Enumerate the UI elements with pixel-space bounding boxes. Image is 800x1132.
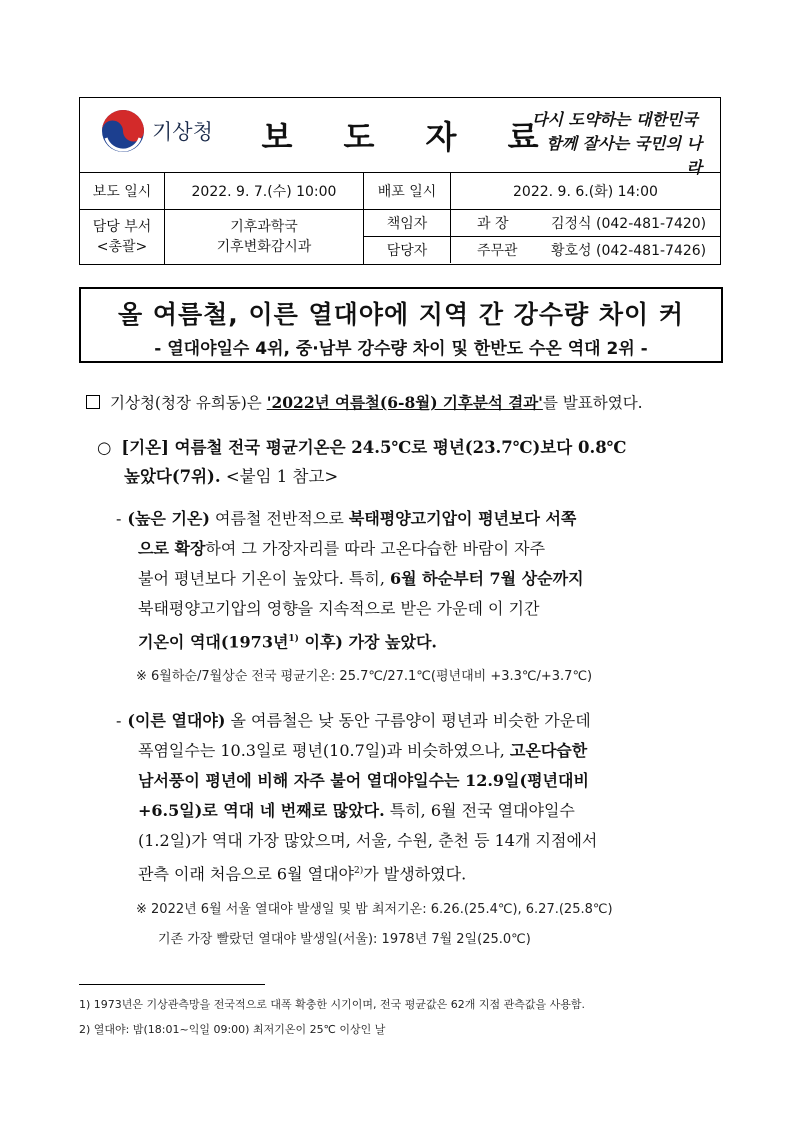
lead-text-pre: 기상청(청장 유희동)은 bbox=[110, 394, 267, 412]
night-heading: (이른 열대야) bbox=[127, 711, 226, 730]
night-line-1: - (이른 열대야) 올 여름철은 낮 동안 구름양이 평년과 비슷한 가운데 bbox=[116, 711, 591, 730]
high-line-1: - (높은 기온) 여름철 전반적으로 북태평양고기압이 평년보다 서쪽 bbox=[116, 509, 577, 528]
responsible-row bbox=[364, 210, 720, 237]
night-line-4-text: 특히, 6월 전국 열대야일수 bbox=[384, 801, 575, 820]
footnote-ref-1: 1) bbox=[288, 634, 299, 644]
high-line-4: 북태평양고기압의 영향을 지속적으로 받은 가운데 이 기간 bbox=[138, 599, 540, 618]
report-date-label: 보도 일시 bbox=[80, 173, 165, 209]
footnote-ref-2: 2) bbox=[354, 866, 364, 876]
contact-row bbox=[80, 210, 720, 264]
night-line-6-text-end: 가 발생하였다. bbox=[363, 864, 467, 884]
department-line-2: 기후변화감시과 bbox=[216, 239, 312, 255]
staff-title: 주무관 bbox=[477, 243, 518, 259]
temperature-line-1-text: [기온] 여름철 전국 평균기온은 24.5℃로 평년(23.7℃)보다 0.8℃ bbox=[121, 438, 627, 457]
night-line-4-emphasis: +6.5일)로 역대 네 번째로 많았다. bbox=[138, 801, 385, 820]
department-label bbox=[80, 210, 165, 264]
high-temperature-note: ※ 6월하순/7월상순 전국 평균기온: 25.7℃/27.1℃(평년대비 +3.3℃/+3.7℃) bbox=[136, 669, 593, 684]
tropical-night-note-2: 기존 가장 빨랐던 열대야 발생일(서울): 1978년 7월 2일(25.0℃) bbox=[158, 932, 531, 947]
high-line-3-text: 불어 평년보다 기온이 높았다. 특히, bbox=[138, 569, 390, 588]
high-line-2 bbox=[116, 534, 736, 564]
high-temperature-paragraph bbox=[116, 504, 736, 657]
slogan-line-2: 함께 잘사는 국민의 나라 bbox=[546, 134, 702, 177]
high-line-3-emphasis: 6월 하순부터 7월 상순까지 bbox=[390, 569, 584, 588]
lead-paragraph bbox=[86, 388, 643, 418]
night-line-4 bbox=[116, 796, 736, 826]
department-label-line-2: <총괄> bbox=[96, 239, 148, 255]
night-line-3: 남서풍이 평년에 비해 자주 불어 열대야일수는 12.9일(평년대비 bbox=[138, 771, 589, 790]
high-line-3 bbox=[116, 564, 736, 594]
footnote-divider bbox=[79, 984, 265, 985]
department bbox=[165, 210, 364, 264]
tropical-night-paragraph bbox=[116, 706, 736, 889]
responsible-name: 김정식 (042-481-7420) bbox=[551, 216, 707, 232]
night-line-5: (1.2일)가 역대 가장 많았으며, 서울, 수원, 춘천 등 14개 지점에서 bbox=[138, 831, 598, 850]
report-date: 2022. 9. 7.(수) 10:00 bbox=[165, 173, 364, 209]
high-line-1-emphasis: 북태평양고기압이 평년보다 서쪽 bbox=[348, 509, 577, 528]
footnote-1: 1) 1973년은 기상관측망을 전국적으로 대폭 확충한 시기이며, 전국 평균값은 62개 지점 관측값을 사용함. bbox=[79, 998, 586, 1011]
high-line-5-text-end: 이후) 가장 높았다. bbox=[298, 632, 437, 652]
night-line-1-text: 올 여름철은 낮 동안 구름양이 평년과 비슷한 가운데 bbox=[225, 711, 591, 730]
footnote-2: 2) 열대야: 밤(18:01~익일 09:00) 최저기온이 25℃ 이상인 날 bbox=[79, 1023, 386, 1036]
high-line-2-emphasis: 으로 확장 bbox=[138, 539, 206, 558]
responsible-title: 과 장 bbox=[477, 216, 509, 232]
square-bullet-icon bbox=[86, 395, 100, 409]
slogan-line-1: 다시 도약하는 대한민국 bbox=[532, 110, 698, 129]
high-heading: (높은 기온) bbox=[127, 509, 210, 528]
circle-bullet-icon: ○ bbox=[97, 438, 112, 457]
temperature-line-2-text: 높았다(7위). bbox=[124, 467, 221, 486]
night-line-2 bbox=[116, 736, 736, 766]
headline-box bbox=[79, 287, 723, 363]
logo-text: 기상청 bbox=[152, 120, 213, 144]
lead-emphasis: '2022년 여름철(6-8월) 기후분석 결과' bbox=[266, 393, 543, 412]
release-date-label: 배포 일시 bbox=[364, 173, 451, 209]
release-date: 2022. 9. 6.(화) 14:00 bbox=[513, 184, 658, 200]
contacts bbox=[364, 210, 720, 264]
high-line-5 bbox=[116, 624, 736, 657]
headline-title: 올 여름철, 이른 열대야에 지역 간 강수량 차이 커 bbox=[118, 300, 684, 329]
responsible-label: 책임자 bbox=[364, 210, 451, 236]
attachment-reference: <붙임 1 참고> bbox=[220, 467, 339, 486]
tropical-night-note-1: ※ 2022년 6월 서울 열대야 발생일 및 밤 최저기온: 6.26.(25.4℃), 6.27.(25.8℃) bbox=[136, 902, 613, 917]
staff-name: 황호성 (042-481-7426) bbox=[551, 243, 707, 259]
night-line-6-text: 관측 이래 처음으로 6월 열대야 bbox=[138, 864, 354, 884]
temperature-line-2 bbox=[97, 462, 737, 491]
high-line-2-text: 하여 그 가장자리를 따라 고온다습한 바람이 자주 bbox=[205, 539, 546, 558]
lead-text-post: 를 발표하였다. bbox=[542, 394, 643, 412]
header-banner bbox=[80, 98, 720, 177]
staff-label: 담당자 bbox=[364, 237, 451, 263]
high-line-1-text: 여름철 전반적으로 bbox=[209, 509, 349, 528]
department-line-1: 기후과학국 bbox=[230, 219, 298, 235]
night-line-6 bbox=[116, 856, 736, 889]
headline-subtitle: - 열대야일수 4위, 중·남부 강수량 차이 및 한반도 수온 역대 2위 - bbox=[154, 339, 648, 359]
staff-row bbox=[364, 237, 720, 263]
night-line-2-emphasis: 고온다습한 bbox=[509, 741, 588, 760]
high-line-5-text: 기온이 역대(1973년 bbox=[138, 632, 289, 652]
night-line-2-text: 폭염일수는 10.3일로 평년(10.7일)과 비슷하였으나, bbox=[138, 741, 510, 760]
government-slogan bbox=[532, 108, 702, 180]
temperature-line-1 bbox=[97, 433, 737, 462]
department-label-line-1: 담당 부서 bbox=[92, 219, 152, 235]
press-release-title: 보 도 자 료 bbox=[261, 118, 559, 156]
responsible-person bbox=[451, 210, 720, 236]
staff-person bbox=[451, 237, 720, 263]
press-release-header bbox=[79, 97, 721, 265]
temperature-item bbox=[97, 433, 737, 491]
